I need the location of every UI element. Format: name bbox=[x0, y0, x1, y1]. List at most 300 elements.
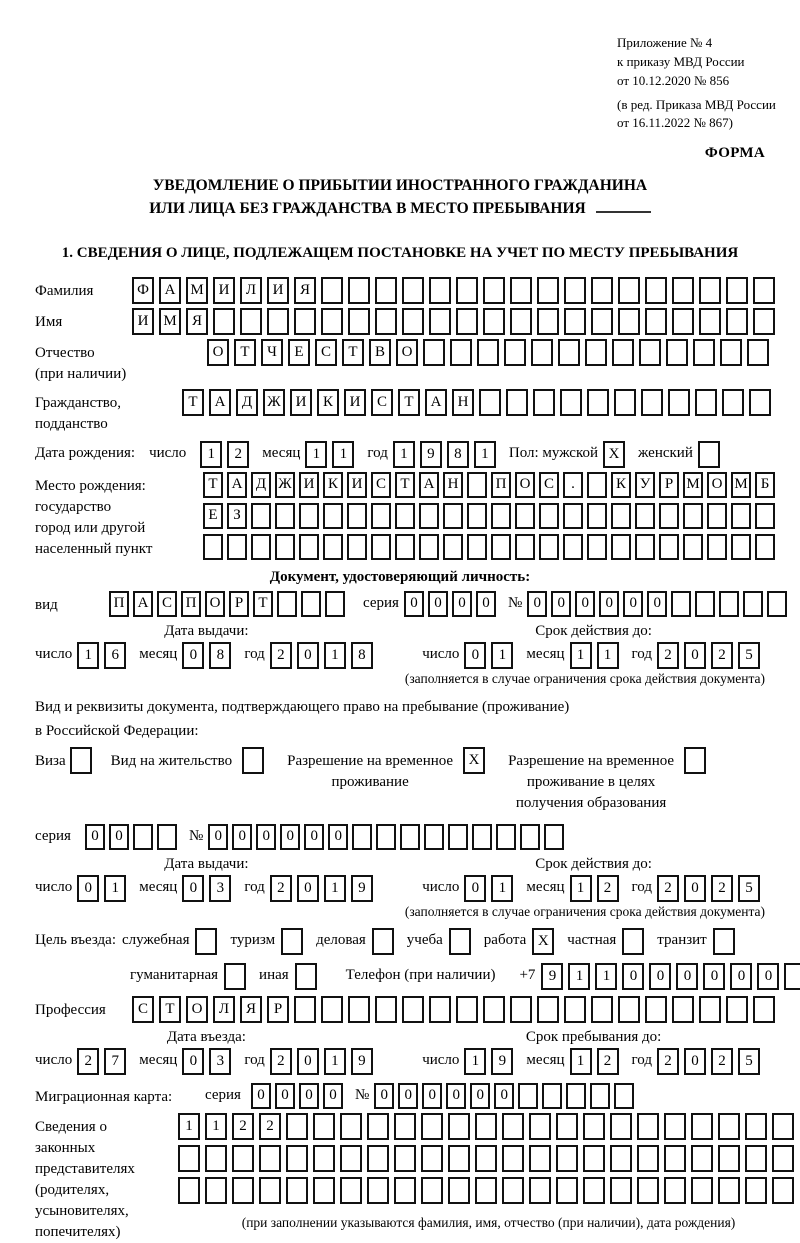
char-cell[interactable] bbox=[402, 277, 424, 304]
char-cell[interactable] bbox=[224, 963, 246, 990]
permit-issue-day-cells[interactable] bbox=[77, 875, 131, 902]
char-cell[interactable] bbox=[635, 503, 655, 529]
char-cell[interactable] bbox=[695, 389, 717, 416]
char-cell[interactable] bbox=[731, 534, 751, 560]
char-cell[interactable]: X bbox=[532, 928, 554, 955]
permit-issue-month-cells[interactable] bbox=[182, 875, 236, 902]
char-cell[interactable] bbox=[479, 389, 501, 416]
doc-series-cells[interactable] bbox=[404, 591, 500, 617]
char-cell[interactable] bbox=[564, 277, 586, 304]
char-cell[interactable]: С bbox=[315, 339, 337, 366]
char-cell[interactable]: Ч bbox=[261, 339, 283, 366]
id-expiry-month-cells[interactable] bbox=[570, 642, 624, 669]
char-cell[interactable] bbox=[421, 1177, 443, 1204]
char-cell[interactable]: 1 bbox=[570, 642, 592, 669]
char-cell[interactable] bbox=[539, 534, 559, 560]
char-cell[interactable] bbox=[502, 1145, 524, 1172]
char-cell[interactable]: 5 bbox=[738, 1048, 760, 1075]
char-cell[interactable] bbox=[718, 1145, 740, 1172]
char-cell[interactable]: 0 bbox=[452, 591, 472, 617]
char-cell[interactable]: 1 bbox=[464, 1048, 486, 1075]
char-cell[interactable]: 2 bbox=[270, 642, 292, 669]
char-cell[interactable] bbox=[699, 277, 721, 304]
char-cell[interactable]: П bbox=[181, 591, 201, 617]
char-cell[interactable] bbox=[375, 277, 397, 304]
char-cell[interactable] bbox=[745, 1177, 767, 1204]
char-cell[interactable]: 1 bbox=[568, 963, 590, 990]
char-cell[interactable] bbox=[313, 1113, 335, 1140]
purpose-other-checkbox[interactable] bbox=[295, 963, 322, 990]
char-cell[interactable]: 3 bbox=[209, 1048, 231, 1075]
char-cell[interactable]: 2 bbox=[657, 642, 679, 669]
char-cell[interactable]: С bbox=[539, 472, 559, 498]
char-cell[interactable]: 1 bbox=[393, 441, 415, 468]
char-cell[interactable] bbox=[400, 824, 420, 850]
char-cell[interactable]: С bbox=[157, 591, 177, 617]
char-cell[interactable] bbox=[375, 308, 397, 335]
char-cell[interactable] bbox=[502, 1177, 524, 1204]
char-cell[interactable] bbox=[612, 339, 634, 366]
char-cell[interactable]: 8 bbox=[447, 441, 469, 468]
char-cell[interactable] bbox=[695, 591, 715, 617]
char-cell[interactable]: А bbox=[133, 591, 153, 617]
char-cell[interactable] bbox=[515, 534, 535, 560]
char-cell[interactable] bbox=[394, 1145, 416, 1172]
char-cell[interactable] bbox=[421, 1145, 443, 1172]
char-cell[interactable]: 0 bbox=[280, 824, 300, 850]
char-cell[interactable]: 0 bbox=[623, 591, 643, 617]
char-cell[interactable] bbox=[443, 534, 463, 560]
char-cell[interactable]: 0 bbox=[182, 642, 204, 669]
char-cell[interactable] bbox=[157, 824, 177, 850]
char-cell[interactable] bbox=[614, 389, 636, 416]
char-cell[interactable]: Б bbox=[755, 472, 775, 498]
char-cell[interactable]: Л bbox=[240, 277, 262, 304]
char-cell[interactable]: Д bbox=[251, 472, 271, 498]
char-cell[interactable] bbox=[556, 1113, 578, 1140]
char-cell[interactable] bbox=[591, 996, 613, 1023]
char-cell[interactable]: Т bbox=[398, 389, 420, 416]
migration-number-cells[interactable] bbox=[374, 1083, 638, 1109]
residence-permit-checkbox[interactable] bbox=[242, 747, 269, 774]
char-cell[interactable]: 0 bbox=[551, 591, 571, 617]
char-cell[interactable] bbox=[664, 1177, 686, 1204]
birthplace-row3-cells[interactable] bbox=[203, 534, 779, 560]
purpose-tourism-checkbox[interactable] bbox=[281, 928, 308, 955]
char-cell[interactable] bbox=[429, 308, 451, 335]
char-cell[interactable] bbox=[722, 389, 744, 416]
char-cell[interactable]: 0 bbox=[647, 591, 667, 617]
char-cell[interactable] bbox=[348, 308, 370, 335]
char-cell[interactable] bbox=[610, 1177, 632, 1204]
char-cell[interactable] bbox=[772, 1145, 794, 1172]
char-cell[interactable] bbox=[275, 503, 295, 529]
char-cell[interactable]: 2 bbox=[259, 1113, 281, 1140]
char-cell[interactable]: Я bbox=[240, 996, 262, 1023]
char-cell[interactable]: 3 bbox=[209, 875, 231, 902]
char-cell[interactable]: А bbox=[425, 389, 447, 416]
char-cell[interactable]: Ж bbox=[275, 472, 295, 498]
char-cell[interactable]: 2 bbox=[232, 1113, 254, 1140]
char-cell[interactable] bbox=[558, 339, 580, 366]
char-cell[interactable] bbox=[610, 1145, 632, 1172]
stay-month-cells[interactable] bbox=[570, 1048, 624, 1075]
char-cell[interactable] bbox=[637, 1177, 659, 1204]
char-cell[interactable]: 1 bbox=[205, 1113, 227, 1140]
char-cell[interactable] bbox=[587, 472, 607, 498]
char-cell[interactable] bbox=[240, 308, 262, 335]
char-cell[interactable]: 0 bbox=[109, 824, 129, 850]
char-cell[interactable] bbox=[645, 277, 667, 304]
char-cell[interactable] bbox=[299, 534, 319, 560]
char-cell[interactable] bbox=[691, 1113, 713, 1140]
entry-year-cells[interactable] bbox=[270, 1048, 378, 1075]
char-cell[interactable] bbox=[448, 1113, 470, 1140]
char-cell[interactable] bbox=[483, 996, 505, 1023]
permit-expiry-month-cells[interactable] bbox=[570, 875, 624, 902]
char-cell[interactable]: 1 bbox=[491, 875, 513, 902]
char-cell[interactable] bbox=[178, 1177, 200, 1204]
char-cell[interactable] bbox=[641, 389, 663, 416]
char-cell[interactable] bbox=[367, 1177, 389, 1204]
char-cell[interactable] bbox=[232, 1145, 254, 1172]
char-cell[interactable] bbox=[668, 389, 690, 416]
char-cell[interactable] bbox=[672, 996, 694, 1023]
char-cell[interactable] bbox=[449, 928, 471, 955]
char-cell[interactable]: 2 bbox=[711, 875, 733, 902]
permit-expiry-day-cells[interactable] bbox=[464, 875, 518, 902]
char-cell[interactable] bbox=[475, 1113, 497, 1140]
char-cell[interactable] bbox=[496, 824, 516, 850]
char-cell[interactable]: И bbox=[290, 389, 312, 416]
char-cell[interactable]: 0 bbox=[494, 1083, 514, 1109]
char-cell[interactable]: И bbox=[213, 277, 235, 304]
char-cell[interactable]: 0 bbox=[757, 963, 779, 990]
char-cell[interactable]: А bbox=[209, 389, 231, 416]
char-cell[interactable]: 0 bbox=[299, 1083, 319, 1109]
char-cell[interactable] bbox=[691, 1145, 713, 1172]
char-cell[interactable] bbox=[611, 503, 631, 529]
permit-series-cells[interactable] bbox=[85, 824, 181, 850]
char-cell[interactable]: 0 bbox=[323, 1083, 343, 1109]
char-cell[interactable]: 1 bbox=[305, 441, 327, 468]
char-cell[interactable] bbox=[340, 1113, 362, 1140]
char-cell[interactable] bbox=[566, 1083, 586, 1109]
char-cell[interactable]: 1 bbox=[597, 642, 619, 669]
char-cell[interactable] bbox=[718, 1177, 740, 1204]
char-cell[interactable]: И bbox=[267, 277, 289, 304]
char-cell[interactable] bbox=[784, 963, 800, 990]
char-cell[interactable]: 0 bbox=[476, 591, 496, 617]
char-cell[interactable] bbox=[227, 534, 247, 560]
char-cell[interactable] bbox=[533, 389, 555, 416]
char-cell[interactable] bbox=[475, 1145, 497, 1172]
char-cell[interactable] bbox=[275, 534, 295, 560]
char-cell[interactable] bbox=[529, 1145, 551, 1172]
char-cell[interactable]: Т bbox=[253, 591, 273, 617]
char-cell[interactable] bbox=[448, 1145, 470, 1172]
char-cell[interactable] bbox=[313, 1177, 335, 1204]
char-cell[interactable]: 0 bbox=[649, 963, 671, 990]
char-cell[interactable]: 0 bbox=[297, 642, 319, 669]
char-cell[interactable] bbox=[745, 1113, 767, 1140]
char-cell[interactable]: О bbox=[396, 339, 418, 366]
char-cell[interactable] bbox=[448, 824, 468, 850]
char-cell[interactable] bbox=[277, 591, 297, 617]
char-cell[interactable]: И bbox=[347, 472, 367, 498]
char-cell[interactable] bbox=[564, 308, 586, 335]
char-cell[interactable]: 0 bbox=[428, 591, 448, 617]
char-cell[interactable] bbox=[340, 1145, 362, 1172]
char-cell[interactable]: К bbox=[317, 389, 339, 416]
char-cell[interactable]: М bbox=[731, 472, 751, 498]
char-cell[interactable] bbox=[348, 277, 370, 304]
char-cell[interactable] bbox=[286, 1177, 308, 1204]
entry-day-cells[interactable] bbox=[77, 1048, 131, 1075]
char-cell[interactable] bbox=[313, 1145, 335, 1172]
id-issue-day-cells[interactable] bbox=[77, 642, 131, 669]
char-cell[interactable]: Ф bbox=[132, 277, 154, 304]
temp-residence-edu-checkbox[interactable] bbox=[684, 747, 711, 774]
char-cell[interactable]: 1 bbox=[324, 642, 346, 669]
char-cell[interactable]: 0 bbox=[404, 591, 424, 617]
char-cell[interactable] bbox=[583, 1113, 605, 1140]
char-cell[interactable]: 1 bbox=[324, 875, 346, 902]
char-cell[interactable] bbox=[213, 308, 235, 335]
char-cell[interactable]: К bbox=[611, 472, 631, 498]
char-cell[interactable]: Т bbox=[159, 996, 181, 1023]
char-cell[interactable] bbox=[772, 1113, 794, 1140]
char-cell[interactable]: И bbox=[344, 389, 366, 416]
char-cell[interactable] bbox=[323, 534, 343, 560]
char-cell[interactable]: 1 bbox=[200, 441, 222, 468]
char-cell[interactable] bbox=[394, 1113, 416, 1140]
char-cell[interactable]: 0 bbox=[297, 1048, 319, 1075]
char-cell[interactable] bbox=[491, 534, 511, 560]
char-cell[interactable] bbox=[622, 928, 644, 955]
char-cell[interactable]: 0 bbox=[328, 824, 348, 850]
char-cell[interactable]: 0 bbox=[703, 963, 725, 990]
patronymic-cells[interactable] bbox=[207, 339, 774, 366]
char-cell[interactable]: 0 bbox=[622, 963, 644, 990]
char-cell[interactable] bbox=[587, 389, 609, 416]
char-cell[interactable] bbox=[205, 1145, 227, 1172]
char-cell[interactable]: О bbox=[515, 472, 535, 498]
char-cell[interactable] bbox=[402, 308, 424, 335]
char-cell[interactable] bbox=[251, 503, 271, 529]
char-cell[interactable] bbox=[529, 1177, 551, 1204]
char-cell[interactable] bbox=[352, 824, 372, 850]
char-cell[interactable]: А bbox=[159, 277, 181, 304]
char-cell[interactable]: Н bbox=[443, 472, 463, 498]
birth-year-cells[interactable] bbox=[393, 441, 501, 468]
char-cell[interactable] bbox=[456, 308, 478, 335]
char-cell[interactable] bbox=[683, 534, 703, 560]
char-cell[interactable]: 7 bbox=[104, 1048, 126, 1075]
char-cell[interactable] bbox=[713, 928, 735, 955]
char-cell[interactable]: Е bbox=[203, 503, 223, 529]
char-cell[interactable]: Н bbox=[452, 389, 474, 416]
char-cell[interactable] bbox=[755, 534, 775, 560]
char-cell[interactable]: Т bbox=[203, 472, 223, 498]
char-cell[interactable]: 0 bbox=[446, 1083, 466, 1109]
char-cell[interactable]: 1 bbox=[491, 642, 513, 669]
char-cell[interactable] bbox=[371, 534, 391, 560]
char-cell[interactable]: 1 bbox=[104, 875, 126, 902]
char-cell[interactable] bbox=[371, 503, 391, 529]
char-cell[interactable]: 0 bbox=[251, 1083, 271, 1109]
char-cell[interactable] bbox=[394, 1177, 416, 1204]
char-cell[interactable] bbox=[556, 1145, 578, 1172]
char-cell[interactable] bbox=[515, 503, 535, 529]
purpose-transit-checkbox[interactable] bbox=[713, 928, 740, 955]
char-cell[interactable] bbox=[347, 534, 367, 560]
char-cell[interactable] bbox=[537, 308, 559, 335]
char-cell[interactable] bbox=[506, 389, 528, 416]
char-cell[interactable] bbox=[698, 441, 720, 468]
char-cell[interactable] bbox=[544, 824, 564, 850]
char-cell[interactable] bbox=[281, 928, 303, 955]
citizenship-cells[interactable] bbox=[182, 389, 776, 416]
char-cell[interactable] bbox=[251, 534, 271, 560]
char-cell[interactable] bbox=[424, 824, 444, 850]
char-cell[interactable]: 6 bbox=[104, 642, 126, 669]
char-cell[interactable] bbox=[719, 591, 739, 617]
char-cell[interactable] bbox=[294, 308, 316, 335]
char-cell[interactable] bbox=[664, 1113, 686, 1140]
char-cell[interactable]: С bbox=[132, 996, 154, 1023]
char-cell[interactable]: 1 bbox=[570, 1048, 592, 1075]
char-cell[interactable]: 0 bbox=[208, 824, 228, 850]
char-cell[interactable]: 0 bbox=[398, 1083, 418, 1109]
char-cell[interactable]: 0 bbox=[374, 1083, 394, 1109]
char-cell[interactable]: И bbox=[132, 308, 154, 335]
char-cell[interactable]: 2 bbox=[657, 875, 679, 902]
char-cell[interactable]: М bbox=[159, 308, 181, 335]
char-cell[interactable] bbox=[583, 1177, 605, 1204]
char-cell[interactable]: 0 bbox=[232, 824, 252, 850]
char-cell[interactable] bbox=[443, 503, 463, 529]
char-cell[interactable] bbox=[367, 1145, 389, 1172]
char-cell[interactable]: 9 bbox=[420, 441, 442, 468]
char-cell[interactable] bbox=[720, 339, 742, 366]
char-cell[interactable]: 1 bbox=[324, 1048, 346, 1075]
char-cell[interactable] bbox=[542, 1083, 562, 1109]
char-cell[interactable] bbox=[504, 339, 526, 366]
char-cell[interactable] bbox=[755, 503, 775, 529]
doc-type-cells[interactable] bbox=[109, 591, 349, 617]
char-cell[interactable] bbox=[635, 534, 655, 560]
char-cell[interactable] bbox=[590, 1083, 610, 1109]
char-cell[interactable]: М bbox=[186, 277, 208, 304]
char-cell[interactable]: 2 bbox=[597, 875, 619, 902]
char-cell[interactable] bbox=[321, 308, 343, 335]
char-cell[interactable]: П bbox=[491, 472, 511, 498]
char-cell[interactable]: Я bbox=[294, 277, 316, 304]
char-cell[interactable] bbox=[467, 472, 487, 498]
char-cell[interactable] bbox=[707, 534, 727, 560]
char-cell[interactable] bbox=[753, 277, 775, 304]
char-cell[interactable] bbox=[664, 1145, 686, 1172]
char-cell[interactable]: Р bbox=[267, 996, 289, 1023]
char-cell[interactable]: 0 bbox=[275, 1083, 295, 1109]
char-cell[interactable] bbox=[539, 503, 559, 529]
surname-cells[interactable] bbox=[132, 277, 780, 304]
char-cell[interactable]: Т bbox=[182, 389, 204, 416]
char-cell[interactable]: 9 bbox=[351, 875, 373, 902]
representatives-row1-cells[interactable] bbox=[178, 1113, 799, 1140]
char-cell[interactable]: 0 bbox=[684, 1048, 706, 1075]
char-cell[interactable] bbox=[560, 389, 582, 416]
char-cell[interactable] bbox=[367, 1113, 389, 1140]
char-cell[interactable] bbox=[321, 996, 343, 1023]
profession-cells[interactable] bbox=[132, 996, 780, 1023]
char-cell[interactable] bbox=[419, 534, 439, 560]
char-cell[interactable] bbox=[178, 1145, 200, 1172]
char-cell[interactable]: О bbox=[205, 591, 225, 617]
char-cell[interactable]: И bbox=[299, 472, 319, 498]
char-cell[interactable]: 2 bbox=[227, 441, 249, 468]
char-cell[interactable]: 0 bbox=[464, 875, 486, 902]
char-cell[interactable] bbox=[743, 591, 763, 617]
char-cell[interactable]: П bbox=[109, 591, 129, 617]
doc-number-cells[interactable] bbox=[527, 591, 791, 617]
char-cell[interactable] bbox=[267, 308, 289, 335]
char-cell[interactable] bbox=[502, 1113, 524, 1140]
char-cell[interactable]: 9 bbox=[491, 1048, 513, 1075]
char-cell[interactable] bbox=[483, 277, 505, 304]
char-cell[interactable]: Я bbox=[186, 308, 208, 335]
char-cell[interactable] bbox=[772, 1177, 794, 1204]
char-cell[interactable]: К bbox=[323, 472, 343, 498]
char-cell[interactable] bbox=[556, 1177, 578, 1204]
char-cell[interactable]: Т bbox=[395, 472, 415, 498]
char-cell[interactable]: 2 bbox=[657, 1048, 679, 1075]
char-cell[interactable] bbox=[448, 1177, 470, 1204]
char-cell[interactable]: 8 bbox=[351, 642, 373, 669]
char-cell[interactable] bbox=[491, 503, 511, 529]
char-cell[interactable] bbox=[691, 1177, 713, 1204]
char-cell[interactable]: 8 bbox=[209, 642, 231, 669]
char-cell[interactable]: 2 bbox=[270, 1048, 292, 1075]
purpose-private-checkbox[interactable] bbox=[622, 928, 649, 955]
char-cell[interactable] bbox=[726, 308, 748, 335]
char-cell[interactable] bbox=[672, 277, 694, 304]
char-cell[interactable] bbox=[563, 534, 583, 560]
char-cell[interactable]: 0 bbox=[730, 963, 752, 990]
char-cell[interactable] bbox=[402, 996, 424, 1023]
char-cell[interactable] bbox=[429, 996, 451, 1023]
char-cell[interactable]: . bbox=[563, 472, 583, 498]
purpose-business-checkbox[interactable] bbox=[372, 928, 399, 955]
char-cell[interactable] bbox=[666, 339, 688, 366]
char-cell[interactable] bbox=[372, 928, 394, 955]
sex-male-checkbox[interactable] bbox=[603, 441, 630, 468]
char-cell[interactable] bbox=[614, 1083, 634, 1109]
char-cell[interactable] bbox=[518, 1083, 538, 1109]
char-cell[interactable] bbox=[753, 308, 775, 335]
char-cell[interactable]: 0 bbox=[182, 1048, 204, 1075]
char-cell[interactable] bbox=[475, 1177, 497, 1204]
id-issue-year-cells[interactable] bbox=[270, 642, 378, 669]
permit-expiry-year-cells[interactable] bbox=[657, 875, 765, 902]
phone-cells[interactable] bbox=[541, 963, 800, 990]
visa-checkbox[interactable] bbox=[70, 747, 97, 774]
char-cell[interactable]: 0 bbox=[527, 591, 547, 617]
char-cell[interactable]: Ж bbox=[263, 389, 285, 416]
char-cell[interactable]: 1 bbox=[178, 1113, 200, 1140]
char-cell[interactable] bbox=[537, 277, 559, 304]
